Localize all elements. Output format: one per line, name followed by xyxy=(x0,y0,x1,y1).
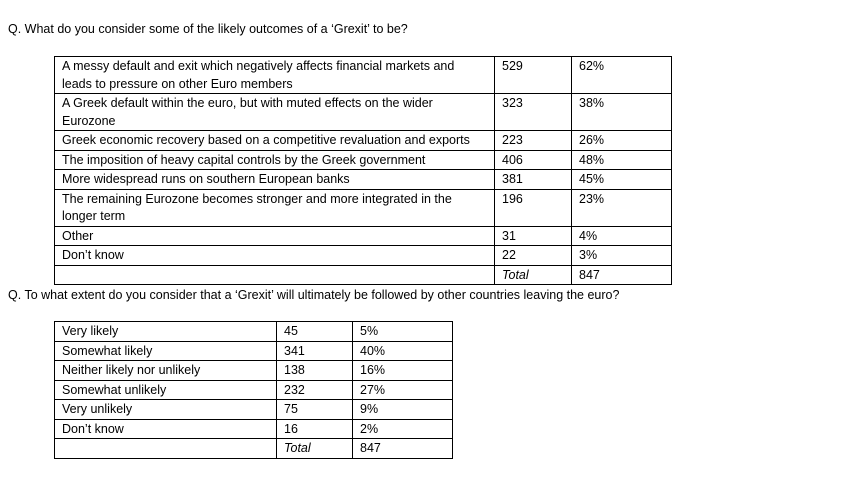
row-count: 45 xyxy=(277,322,353,342)
row-percent: 48% xyxy=(572,150,672,170)
table-row xyxy=(55,419,453,439)
row-label: Greek economic recovery based on a competitive revaluation and exports xyxy=(55,131,495,151)
row-count: 138 xyxy=(277,361,353,381)
row-count: 22 xyxy=(495,246,572,266)
row-percent: 23% xyxy=(572,189,672,226)
total-label: Total xyxy=(277,439,353,459)
row-percent: 27% xyxy=(353,380,453,400)
total-value: 847 xyxy=(572,265,672,285)
row-percent: 2% xyxy=(353,419,453,439)
row-count: 406 xyxy=(495,150,572,170)
row-count: 31 xyxy=(495,226,572,246)
row-count: 196 xyxy=(495,189,572,226)
row-count: 223 xyxy=(495,131,572,151)
table-row xyxy=(55,380,453,400)
row-label: The imposition of heavy capital controls by the Greek government xyxy=(55,150,495,170)
row-count: 341 xyxy=(277,341,353,361)
row-label: More widespread runs on southern European banks xyxy=(55,170,495,190)
row-label: The remaining Eurozone becomes stronger and more integrated in the longer term xyxy=(55,189,495,226)
row-label: Neither likely nor unlikely xyxy=(55,361,277,381)
table-row xyxy=(55,322,453,342)
question-1-text: Q. What do you consider some of the likely outcomes of a ‘Grexit’ to be? xyxy=(8,22,408,36)
total-empty-cell xyxy=(55,265,495,285)
row-label: A Greek default within the euro, but with muted effects on the wider Eurozone xyxy=(55,94,495,131)
table-row xyxy=(55,131,672,151)
row-label: Somewhat unlikely xyxy=(55,380,277,400)
table-row xyxy=(55,400,453,420)
table-row xyxy=(55,150,672,170)
table-row xyxy=(55,94,672,131)
row-percent: 16% xyxy=(353,361,453,381)
row-label: Don’t know xyxy=(55,419,277,439)
row-label: Other xyxy=(55,226,495,246)
table-row xyxy=(55,189,672,226)
row-percent: 26% xyxy=(572,131,672,151)
table-row xyxy=(55,361,453,381)
row-count: 323 xyxy=(495,94,572,131)
table-row xyxy=(55,57,672,94)
row-count: 232 xyxy=(277,380,353,400)
row-percent: 45% xyxy=(572,170,672,190)
row-label: Very likely xyxy=(55,322,277,342)
table-row xyxy=(55,226,672,246)
row-label: Don’t know xyxy=(55,246,495,266)
row-label: Somewhat likely xyxy=(55,341,277,361)
contagion-table xyxy=(54,321,453,459)
row-count: 75 xyxy=(277,400,353,420)
table-row xyxy=(55,246,672,266)
row-count: 16 xyxy=(277,419,353,439)
total-row xyxy=(55,265,672,285)
outcomes-table xyxy=(54,56,672,285)
total-label: Total xyxy=(495,265,572,285)
row-count: 381 xyxy=(495,170,572,190)
row-percent: 62% xyxy=(572,57,672,94)
row-percent: 38% xyxy=(572,94,672,131)
table-row xyxy=(55,170,672,190)
row-percent: 5% xyxy=(353,322,453,342)
row-percent: 40% xyxy=(353,341,453,361)
row-percent: 9% xyxy=(353,400,453,420)
total-value: 847 xyxy=(353,439,453,459)
table-row xyxy=(55,341,453,361)
row-percent: 4% xyxy=(572,226,672,246)
row-label: Very unlikely xyxy=(55,400,277,420)
row-count: 529 xyxy=(495,57,572,94)
question-2-text: Q. To what extent do you consider that a ‘Grexit’ will ultimately be followed by other countries leaving the euro? xyxy=(8,288,620,302)
row-percent: 3% xyxy=(572,246,672,266)
total-empty-cell xyxy=(55,439,277,459)
total-row xyxy=(55,439,453,459)
row-label: A messy default and exit which negatively affects financial markets and leads to pressure on other Euro members xyxy=(55,57,495,94)
